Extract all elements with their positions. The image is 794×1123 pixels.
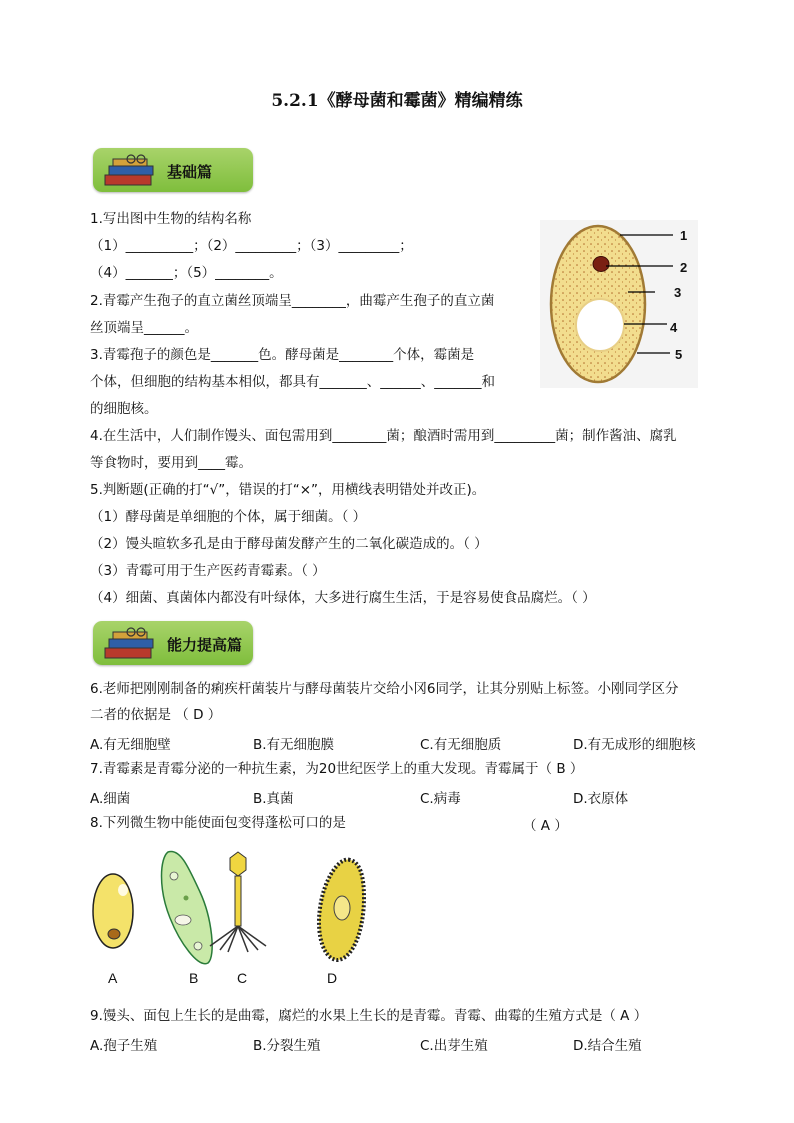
section-title: 能力提高篇 xyxy=(167,636,243,654)
q8-line-1: 8.下列微生物中能使面包变得蓬松可口的是 xyxy=(90,815,346,831)
q7-line-1: 7.青霉素是青霉分泌的一种抗生素，为20世纪医学上的重大发现。青霉属于（ B ） xyxy=(90,761,584,777)
image-label-a: A xyxy=(108,970,118,986)
q4-line-1: 4.在生活中，人们制作馒头、面包需用到________菌；酿酒时需用到_________菌；制作酱油、腐乳 xyxy=(90,428,677,444)
q5-item-1: （1）酵母菌是单细胞的个体，属于细菌。（ ） xyxy=(90,509,367,525)
section-title: 基础篇 xyxy=(167,163,213,181)
q6-line-1: 6.老师把刚刚制备的痢疾杆菌装片与酵母菌装片交给小冈6同学，让其分别贴上标签。小刚同学区分 xyxy=(90,681,679,697)
image-label-d: D xyxy=(327,970,338,986)
books-icon xyxy=(101,626,159,662)
q3-line-3: 的细胞核。 xyxy=(90,401,158,417)
image-label-c: C xyxy=(237,970,248,986)
q4-line-2: 等食物时，要用到____霉。 xyxy=(90,455,252,471)
q7-option-b: B.真菌 xyxy=(253,791,294,807)
q1-stem: 1.写出图中生物的结构名称 xyxy=(90,211,252,227)
yeast-image xyxy=(93,874,133,948)
section-banner-basic xyxy=(93,148,253,192)
bacterium-image xyxy=(319,860,364,960)
paramecium-image xyxy=(162,851,213,963)
label-4: 4 xyxy=(670,320,678,335)
q1-blanks-2: （4）_______；（5）________。 xyxy=(90,265,283,281)
label-5: 5 xyxy=(675,347,683,362)
q2-line-1: 2.青霉产生孢子的直立菌丝顶端呈________，曲霉产生孢子的直立菌 xyxy=(90,293,495,309)
q7-option-d: D.衣原体 xyxy=(573,791,629,807)
label-3: 3 xyxy=(674,285,682,300)
q9-option-b: B.分裂生殖 xyxy=(253,1038,321,1054)
q8-answer: （ A ） xyxy=(523,818,568,834)
q6-option-a: A.有无细胞壁 xyxy=(90,737,171,753)
q3-line-2: 个体，但细胞的结构基本相似，都具有_______、______、_______和 xyxy=(90,374,495,390)
q9-option-c: C.出芽生殖 xyxy=(420,1038,488,1054)
image-label-b: B xyxy=(189,970,199,986)
q5-stem: 5.判断题(正确的打“√”，错误的打“×”，用横线表明错处并改正)。 xyxy=(90,482,486,498)
bacteriophage-image xyxy=(210,852,266,952)
label-1: 1 xyxy=(680,228,688,243)
page-title: 5.2.1《酵母菌和霉菌》精编精练 xyxy=(271,91,523,111)
q5-item-2: （2）馒头暄软多孔是由于酵母菌发酵产生的二氧化碳造成的。（ ） xyxy=(90,536,488,552)
q7-option-c: C.病毒 xyxy=(420,791,461,807)
q6-option-b: B.有无细胞膜 xyxy=(253,737,335,753)
q9-line-1: 9.馒头、面包上生长的是曲霉，腐烂的水果上生长的是青霉。青霉、曲霉的生殖方式是（ A ） xyxy=(90,1008,648,1024)
label-2: 2 xyxy=(680,260,688,275)
q6-option-c: C.有无细胞质 xyxy=(420,737,502,753)
q9-option-a: A.孢子生殖 xyxy=(90,1038,158,1054)
q9-option-d: D.结合生殖 xyxy=(573,1038,642,1054)
q6-line-2: 二者的依据是 （ D ） xyxy=(90,707,222,723)
microbe-images xyxy=(88,848,378,978)
q5-item-3: （3）青霉可用于生产医药青霉素。（ ） xyxy=(90,563,326,579)
q5-item-4: （4）细菌、真菌体内都没有叶绿体，大多进行腐生生活，于是容易使食品腐烂。（ ） xyxy=(90,590,596,606)
section-banner-advanced xyxy=(93,621,253,665)
q1-blanks-1: （1）__________；（2）_________；（3）_________； xyxy=(90,238,413,254)
q6-option-d: D.有无成形的细胞核 xyxy=(573,737,696,753)
q7-option-a: A.细菌 xyxy=(90,791,131,807)
q2-line-2: 丝顶端呈______。 xyxy=(90,320,198,336)
yeast-cell-diagram xyxy=(540,220,698,388)
q3-line-1: 3.青霉孢子的颜色是_______色。酵母菌是________个体，霉菌是 xyxy=(90,347,475,363)
yeast-cell-figure xyxy=(540,220,698,388)
books-icon xyxy=(101,153,159,189)
